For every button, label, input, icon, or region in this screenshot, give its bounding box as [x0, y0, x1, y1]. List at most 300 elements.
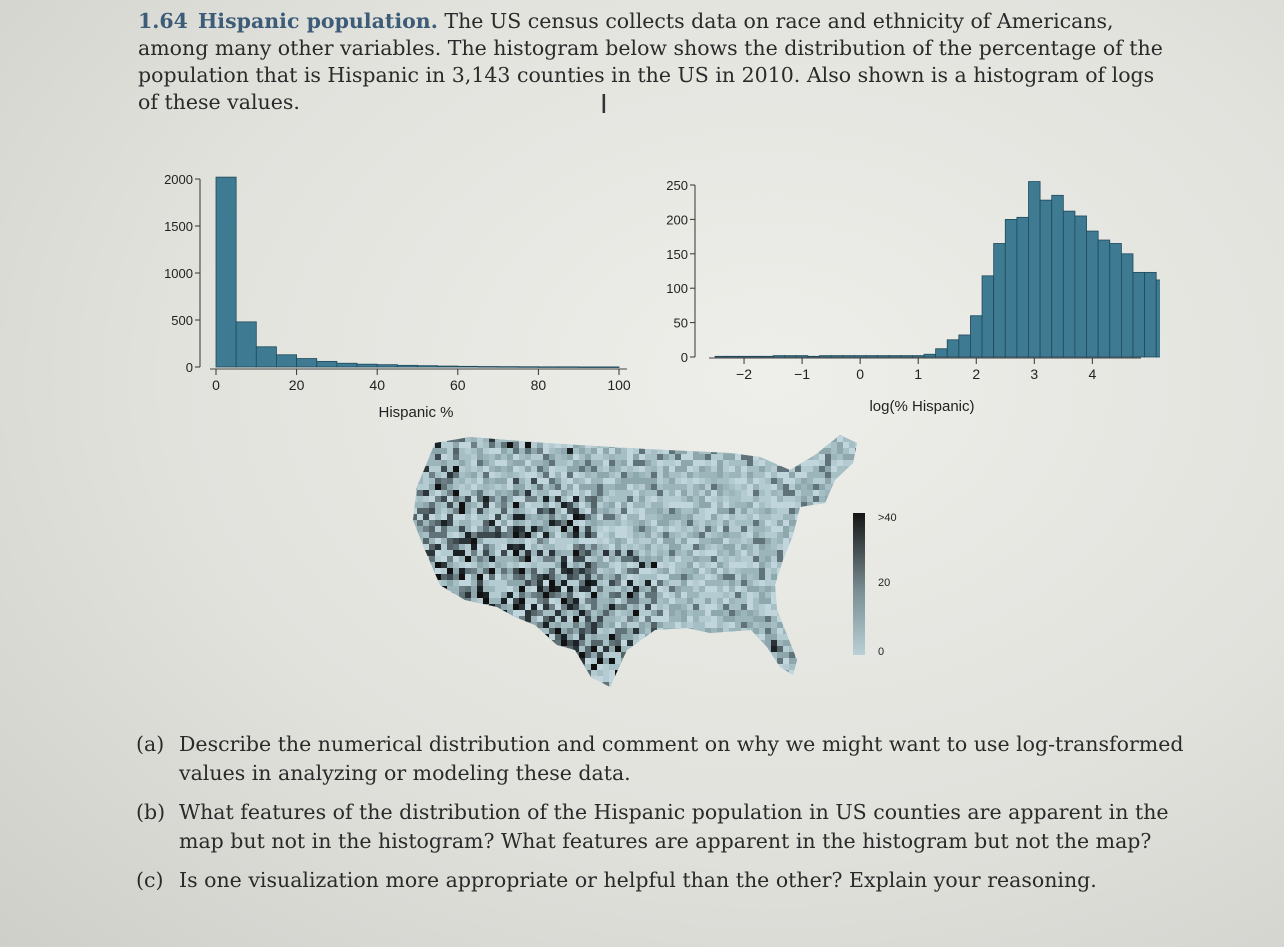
county-cell [813, 454, 819, 460]
county-cell [843, 490, 849, 496]
county-cell [699, 508, 705, 514]
county-cell [615, 598, 622, 605]
county-cell [489, 646, 498, 655]
county-cell [585, 484, 592, 491]
histogram-bar [559, 367, 579, 368]
county-cell [819, 658, 825, 664]
county-cell [747, 532, 753, 538]
county-cell [513, 652, 519, 658]
county-cell [639, 478, 645, 484]
county-cell [405, 652, 414, 661]
county-cell [753, 496, 759, 502]
county-cell [753, 436, 759, 442]
county-cell [645, 628, 651, 634]
county-cell [783, 682, 789, 688]
county-cell [753, 646, 759, 652]
county-cell [771, 454, 777, 460]
county-cell [453, 508, 459, 514]
county-cell [645, 640, 651, 646]
county-cell [555, 652, 561, 658]
county-cell [717, 496, 723, 502]
county-cell [711, 478, 717, 484]
county-cell [483, 658, 489, 664]
county-cell [411, 586, 418, 593]
histogram-bar [498, 367, 518, 368]
county-cell [693, 616, 699, 622]
county-cell [693, 526, 699, 532]
county-cell [753, 484, 759, 490]
county-cell [843, 670, 849, 676]
county-cell [675, 676, 681, 682]
county-cell [573, 514, 580, 521]
county-cell [495, 646, 504, 655]
county-cell [759, 544, 765, 550]
county-cell [789, 502, 795, 508]
county-cell [645, 430, 651, 436]
county-cell [633, 616, 639, 622]
x-tick-label: 3 [1030, 366, 1039, 382]
county-cell [435, 472, 442, 479]
county-cell [855, 670, 861, 676]
county-cell [681, 646, 687, 652]
county-cell [777, 478, 783, 484]
county-cell [753, 526, 759, 532]
county-cell [825, 430, 831, 436]
county-cell [759, 640, 765, 646]
county-cell [747, 688, 753, 694]
county-cell [681, 544, 687, 550]
county-cell [411, 580, 419, 588]
county-cell [843, 640, 849, 646]
county-cell [417, 442, 423, 448]
county-cell [423, 442, 429, 448]
histogram-bar [994, 243, 1006, 357]
histogram-bar [947, 340, 959, 357]
county-cell [615, 532, 622, 539]
county-cell [501, 562, 508, 569]
county-cell [771, 472, 777, 478]
county-cell [699, 550, 705, 556]
county-cell [525, 688, 532, 695]
county-cell [657, 448, 663, 454]
county-cell [753, 472, 759, 478]
county-cell [687, 484, 693, 490]
county-cell [825, 646, 831, 652]
county-cell [747, 514, 753, 520]
county-cell [753, 490, 759, 496]
county-cell [405, 442, 412, 449]
county-cell [711, 622, 717, 628]
county-cell [489, 670, 495, 676]
county-cell [411, 562, 418, 569]
county-cell [543, 670, 552, 679]
county-cell [501, 616, 508, 623]
county-cell [405, 628, 411, 634]
county-cell [537, 580, 543, 586]
county-cell [657, 562, 663, 568]
county-cell [699, 640, 705, 646]
county-cell [741, 520, 747, 526]
county-cell [813, 586, 819, 592]
county-cell [669, 604, 675, 610]
county-cell [411, 550, 419, 558]
county-cell [615, 562, 621, 568]
county-cell [777, 598, 783, 604]
county-cell [477, 646, 484, 653]
county-cell [459, 592, 465, 598]
county-cell [411, 466, 418, 473]
county-cell [675, 490, 681, 496]
county-cell [783, 436, 789, 442]
county-cell [639, 460, 646, 467]
county-cell [663, 472, 669, 478]
county-cell [537, 538, 543, 544]
county-cell [543, 688, 549, 694]
county-cell [777, 580, 783, 586]
county-cell [807, 598, 813, 604]
county-cell [783, 628, 789, 634]
county-cell [729, 490, 735, 496]
county-cell [513, 622, 521, 630]
map-legend-bar [853, 513, 865, 655]
county-cell [429, 682, 437, 690]
county-cell [735, 502, 741, 508]
county-cell [549, 490, 556, 497]
county-cell [675, 478, 681, 484]
county-cell [771, 448, 777, 454]
county-cell [843, 550, 849, 556]
county-cell [681, 658, 687, 664]
county-cell [711, 460, 717, 466]
county-cell [411, 544, 419, 552]
county-cell [519, 610, 525, 616]
county-cell [669, 568, 675, 574]
county-cell [687, 430, 693, 436]
county-cell [597, 544, 603, 550]
county-cell [729, 496, 735, 502]
county-cell [591, 430, 597, 436]
county-cell [669, 598, 675, 604]
county-cell [849, 682, 855, 688]
county-cell [405, 514, 411, 520]
county-cell [453, 604, 459, 610]
county-cell [447, 622, 453, 628]
county-cell [465, 568, 472, 575]
y-tick-label: 100 [666, 281, 688, 297]
county-cell [543, 478, 550, 485]
county-cell [573, 634, 580, 641]
county-cell [807, 664, 813, 670]
county-cell [489, 604, 495, 610]
county-cell [615, 688, 622, 695]
county-cell [687, 568, 693, 574]
county-cell [675, 448, 681, 454]
county-cell [765, 592, 771, 598]
county-cell [717, 556, 723, 562]
county-cell [807, 610, 813, 616]
county-cell [549, 580, 556, 587]
county-cell [579, 496, 586, 503]
county-cell [531, 622, 537, 628]
histogram-bar [715, 356, 727, 357]
county-cell [441, 658, 450, 667]
county-cell [747, 676, 753, 682]
county-cell [531, 670, 537, 676]
county-cell [843, 442, 849, 448]
county-cell [711, 598, 717, 604]
county-cell [705, 430, 711, 436]
county-cell [615, 442, 621, 448]
county-cell [513, 526, 520, 533]
county-cell [765, 526, 771, 532]
county-cell [429, 658, 435, 664]
histogram-bar [297, 359, 317, 367]
county-cell [663, 478, 669, 484]
county-cell [825, 442, 831, 448]
county-cell [681, 598, 687, 604]
county-cell [801, 520, 807, 526]
county-cell [813, 496, 819, 502]
histogram-bar [854, 356, 866, 357]
county-cell [729, 430, 735, 436]
county-cell [693, 652, 699, 658]
county-cell [639, 526, 646, 533]
county-cell [813, 550, 819, 556]
county-cell [687, 460, 693, 466]
county-cell [531, 628, 540, 637]
county-cell [633, 556, 639, 562]
county-cell [639, 430, 646, 437]
county-cell [705, 508, 711, 514]
county-cell [585, 688, 592, 695]
question-b [136, 798, 1186, 856]
county-cell [453, 646, 459, 652]
problem-title: Hispanic population. [197, 9, 438, 33]
county-cell [429, 430, 436, 437]
county-cell [807, 670, 813, 676]
county-cell [819, 442, 825, 448]
county-cell [861, 436, 867, 442]
county-cell [459, 454, 466, 461]
county-cell [411, 616, 419, 624]
county-cell [693, 520, 699, 526]
county-cell [609, 532, 615, 538]
county-cell [513, 478, 519, 484]
county-cell [549, 532, 555, 538]
county-cell [471, 676, 477, 682]
county-cell [819, 640, 825, 646]
county-cell [831, 586, 837, 592]
county-cell [639, 676, 648, 685]
county-cell [693, 466, 699, 472]
x-tick-label: −2 [736, 366, 753, 382]
county-cell [765, 670, 771, 676]
county-cell [831, 652, 837, 658]
county-cell [423, 634, 431, 642]
county-cell [717, 454, 723, 460]
county-cell [453, 430, 461, 438]
county-cell [651, 442, 657, 448]
county-cell [429, 466, 436, 473]
county-cell [687, 514, 693, 520]
county-cell [729, 484, 735, 490]
county-cell [687, 586, 693, 592]
county-cell [561, 664, 569, 672]
county-cell [561, 682, 570, 691]
county-cell [405, 502, 411, 508]
county-cell [801, 442, 807, 448]
county-cell [759, 550, 765, 556]
text-cursor-icon: I [600, 90, 608, 120]
county-cell [501, 586, 508, 593]
county-cell [717, 604, 723, 610]
county-cell [543, 640, 549, 646]
county-cell [417, 628, 425, 636]
county-cell [435, 622, 444, 631]
county-cell [645, 484, 651, 490]
county-cell [855, 484, 861, 490]
county-cell [741, 490, 747, 496]
county-cell [813, 478, 819, 484]
county-cell [789, 472, 795, 478]
county-cell [417, 430, 426, 439]
county-cell [837, 538, 843, 544]
county-cell [837, 616, 843, 622]
county-cell [471, 520, 477, 526]
county-cell [525, 646, 534, 655]
county-cell [771, 682, 777, 688]
county-cell [681, 676, 687, 682]
county-cell [813, 520, 819, 526]
county-cell [705, 466, 711, 472]
county-cell [651, 472, 657, 478]
county-cell [609, 454, 615, 460]
county-cell [423, 448, 429, 454]
county-cell [705, 448, 711, 454]
county-cell [483, 628, 489, 634]
county-cell [801, 640, 807, 646]
county-cell [513, 454, 519, 460]
county-cell [543, 580, 550, 587]
county-cell [843, 592, 849, 598]
county-cell [675, 556, 681, 562]
county-cell [729, 454, 735, 460]
county-cell [705, 622, 711, 628]
county-cell [489, 514, 496, 521]
map-legend-label-low: 0 [878, 646, 885, 658]
county-cell [765, 514, 771, 520]
county-cell [735, 598, 741, 604]
county-cell [777, 454, 783, 460]
county-cell [627, 490, 633, 496]
county-cell [615, 448, 621, 454]
county-cell [729, 556, 735, 562]
county-cell [645, 652, 651, 658]
county-cell [807, 682, 813, 688]
county-cell [771, 628, 777, 634]
county-cell [837, 526, 843, 532]
county-cell [597, 688, 606, 697]
county-cell [741, 508, 747, 514]
county-cell [747, 520, 753, 526]
histogram-bar [1133, 272, 1145, 357]
county-cell [753, 682, 759, 688]
county-cell [705, 580, 711, 586]
county-cell [429, 538, 435, 544]
county-cell [435, 610, 443, 618]
county-cell [789, 526, 795, 532]
histogram-bar [1087, 231, 1099, 357]
county-cell [651, 592, 657, 598]
county-cell [441, 688, 448, 695]
county-cell [411, 568, 419, 576]
county-cell [417, 640, 425, 648]
county-cell [843, 652, 849, 658]
county-cell [705, 640, 711, 646]
county-cell [441, 550, 447, 556]
county-cell [723, 616, 729, 622]
county-cell [657, 646, 663, 652]
county-cell [837, 622, 843, 628]
county-cell [477, 454, 484, 461]
county-cell [513, 628, 521, 636]
county-cell [693, 640, 699, 646]
county-cell [525, 664, 534, 673]
county-cell [705, 472, 711, 478]
county-cell [771, 574, 777, 580]
county-cell [537, 532, 543, 538]
county-cell [567, 526, 573, 532]
county-cell [585, 652, 591, 658]
county-cell [783, 460, 789, 466]
county-cell [483, 454, 490, 461]
county-cell [609, 448, 616, 455]
county-cell [537, 616, 543, 622]
histogram-bar [808, 356, 820, 357]
county-cell [843, 430, 849, 436]
county-cell [747, 484, 753, 490]
county-cell [603, 484, 609, 490]
county-cell [759, 442, 765, 448]
histogram-bar [256, 347, 276, 367]
county-cell [831, 442, 837, 448]
county-cell [441, 526, 448, 533]
county-cell [741, 430, 747, 436]
county-cell [537, 592, 544, 599]
county-cell [681, 514, 687, 520]
x-tick-label: 2 [972, 366, 981, 382]
county-cell [405, 604, 414, 613]
county-cell [459, 508, 465, 514]
county-cell [711, 532, 717, 538]
county-cell [669, 502, 675, 508]
county-cell [807, 580, 813, 586]
county-cell [651, 436, 657, 442]
county-cell [831, 646, 837, 652]
county-cell [489, 508, 495, 514]
county-cell [729, 652, 735, 658]
county-cell [777, 472, 783, 478]
county-cell [483, 436, 490, 443]
county-cell [573, 442, 580, 449]
county-cell [429, 592, 436, 599]
county-cell [453, 628, 459, 634]
county-cell [627, 652, 634, 659]
histogram-bar [599, 367, 619, 368]
county-cell [411, 628, 420, 637]
county-cell [825, 514, 831, 520]
county-cell [513, 448, 519, 454]
